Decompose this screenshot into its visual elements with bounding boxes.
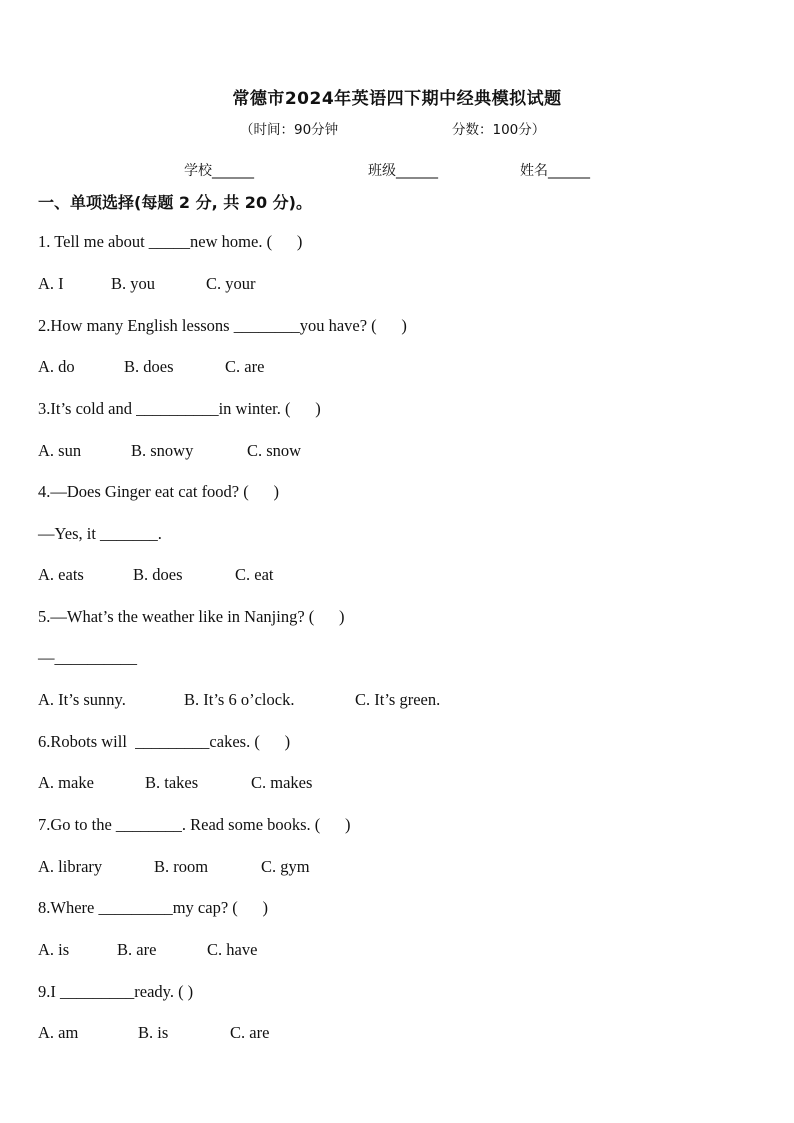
option-c: C. snow xyxy=(247,441,302,460)
exam-title: 常德市2024年英语四下期中经典模拟试题 xyxy=(232,89,562,109)
option-a: A. I xyxy=(38,274,64,293)
option-c: C. your xyxy=(206,274,256,293)
school-field: 学校______ xyxy=(184,163,254,179)
answer-line: —__________ xyxy=(38,648,137,667)
question-stem: 6.Robots will _________cakes. ( ) xyxy=(38,732,291,751)
option-c: C. have xyxy=(207,940,258,959)
option-a: A. do xyxy=(38,357,75,376)
option-c: C. eat xyxy=(235,565,274,584)
section-heading: 一、单项选择(每题 2 分, 共 20 分)。 xyxy=(38,193,312,212)
total-score: 分数：100分） xyxy=(452,122,546,138)
option-b: B. does xyxy=(124,357,174,376)
option-a: A. It’s sunny. xyxy=(38,690,126,709)
class-field: 班级______ xyxy=(368,163,438,179)
option-b: B. It’s 6 o’clock. xyxy=(184,690,295,709)
option-b: B. you xyxy=(111,274,156,293)
question-stem: 1. Tell me about _____new home. ( ) xyxy=(38,232,303,251)
option-b: B. does xyxy=(133,565,183,584)
question-stem: 4.—Does Ginger eat cat food? ( ) xyxy=(38,482,279,501)
option-b: B. room xyxy=(154,857,209,876)
option-a: A. make xyxy=(38,773,94,792)
question-stem: 5.—What’s the weather like in Nanjing? ( ) xyxy=(38,607,345,626)
option-b: B. is xyxy=(138,1023,169,1042)
option-a: A. library xyxy=(38,857,103,876)
option-b: B. snowy xyxy=(131,441,194,460)
option-a: A. is xyxy=(38,940,70,959)
option-b: B. takes xyxy=(145,773,199,792)
option-c: C. are xyxy=(225,357,265,376)
option-c: C. makes xyxy=(251,773,313,792)
time-limit: （时间：90分钟 xyxy=(240,122,339,138)
option-b: B. are xyxy=(117,940,157,959)
option-a: A. sun xyxy=(38,441,82,460)
option-a: A. am xyxy=(38,1023,79,1042)
question-stem: 7.Go to the ________. Read some books. ( ) xyxy=(38,815,351,834)
question-stem: 9.I _________ready. ( ) xyxy=(38,982,194,1001)
option-c: C. gym xyxy=(261,857,310,876)
name-field: 姓名______ xyxy=(520,163,590,179)
option-a: A. eats xyxy=(38,565,84,584)
option-c: C. are xyxy=(230,1023,270,1042)
option-c: C. It’s green. xyxy=(355,690,441,709)
answer-line: —Yes, it _______. xyxy=(38,524,162,543)
question-stem: 2.How many English lessons ________you have? ( ) xyxy=(38,316,407,335)
question-stem: 8.Where _________my cap? ( ) xyxy=(38,898,269,917)
question-stem: 3.It’s cold and __________in winter. ( ) xyxy=(38,399,321,418)
